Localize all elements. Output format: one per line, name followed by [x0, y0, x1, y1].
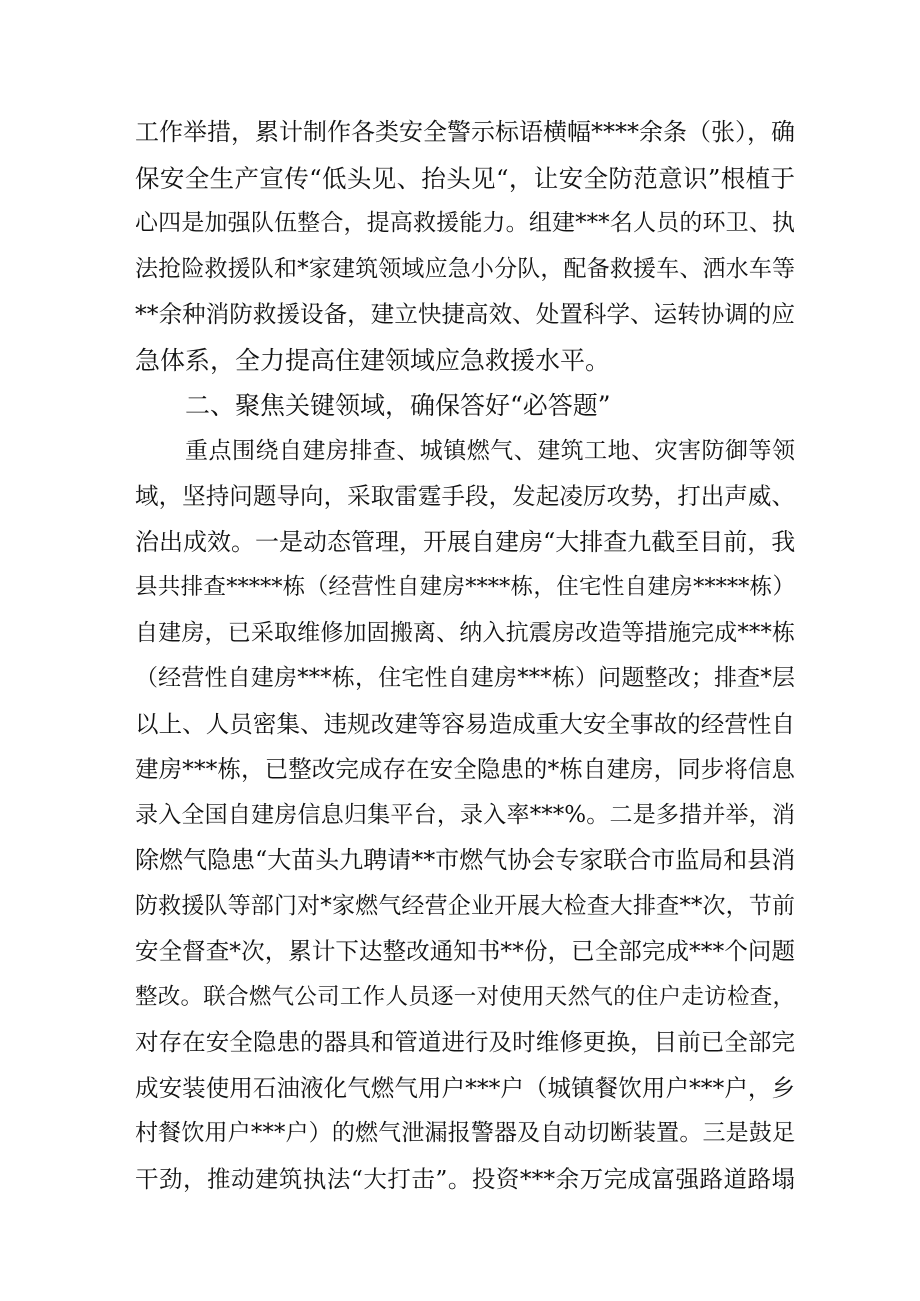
- text-line: 法抢险救援队和*家建筑领域应急小分队，配备救援车、洒水车等: [135, 255, 795, 282]
- text-line: 工作举措，累计制作各类安全警示标语横幅****余条（张），确: [135, 118, 795, 146]
- text-line: 录入全国自建房信息归集平台，录入率***%。二是多措并举，消: [135, 801, 795, 828]
- text-line: 村餐饮用户***户）的燃气泄漏报警器及自动切断装置。三是鼓足: [135, 1120, 795, 1146]
- body-text: [135, 110, 795, 1202]
- text-line: 干劲，推动建筑执法“大打击”。投资***余万完成富强路道路塌: [135, 1164, 795, 1193]
- text-line: 安全督查*次，累计下达整改通知书**份，已全部完成***个问题: [135, 937, 795, 965]
- text-line: 防救援队等部门对*家燃气经营企业开展大检查大排查**次，节前: [135, 892, 795, 919]
- text-line: 以上、人员密集、违规改建等容易造成重大安全事故的经营性自: [135, 709, 795, 738]
- text-line: 成安装使用石油液化气燃气用户***户（城镇餐饮用户***户，乡: [135, 1073, 795, 1102]
- text-line: 县共排查*****栋（经营性自建房****栋，住宅性自建房*****栋）: [135, 574, 795, 600]
- text-line: 自建房，已采取维修加固搬离、纳入抗震房改造等措施完成***栋: [135, 619, 795, 646]
- section-heading: 二、聚焦关键领域，确保答好“必答题”: [185, 391, 611, 420]
- text-line: 重点围绕自建房排查、城镇燃气、建筑工地、灾害防御等领: [185, 437, 795, 464]
- text-line: 对存在安全隐患的器具和管道进行及时维修更换，目前已全部完: [135, 1028, 795, 1056]
- text-line: 整改。联合燃气公司工作人员逐一对使用天然气的住户走访检查，: [135, 983, 795, 1010]
- text-line: 急体系，全力提高住建领域应急救援水平。: [135, 345, 611, 375]
- text-line: 建房***栋，已整改完成存在安全隐患的*栋自建房，同步将信息: [135, 755, 795, 783]
- text-line: （经营性自建房***栋，住宅性自建房***栋）问题整改；排查*层: [135, 665, 795, 691]
- text-line: 除燃气隐患“大苗头九聘请**市燃气协会专家联合市监局和县消: [135, 846, 795, 874]
- text-line: 域，坚持问题导向，采取雷霆手段，发起凌厉攻势，打出声威、: [135, 482, 795, 510]
- text-line: 治出成效。一是动态管理，开展自建房“大排查九截至目前，我: [135, 527, 795, 556]
- text-line: 心四是加强队伍整合，提高救援能力。组建***名人员的环卫、执: [135, 210, 795, 236]
- text-line: **余种消防救援设备，建立快捷高效、处置科学、运转协调的应: [135, 300, 795, 328]
- text-line: 保安全生产宣传“低头见、抬头见“，让安全防范意识”根植于: [135, 163, 795, 193]
